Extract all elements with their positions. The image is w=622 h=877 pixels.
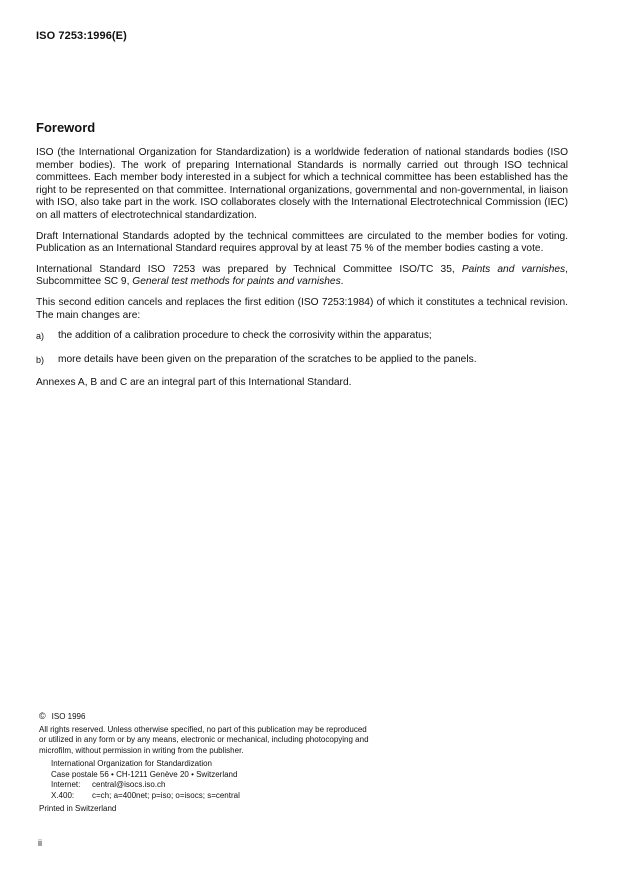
prep-text-1: International Standard ISO 7253 was prepared by Technical Committee ISO/TC 35,	[36, 263, 462, 275]
paragraph-edition: This second edition cancels and replaces the first edition (ISO 7253:1984) of which it constitutes a technical revision. The main changes are:	[36, 296, 568, 321]
paragraph-voting: Draft International Standards adopted by the technical committees are circulated to the member bodies for voting. Publication as an International Standard requires approval by at least 75 % of the member bodies casting a vote.	[36, 230, 568, 255]
list-marker: b)	[36, 354, 45, 365]
list-item-text: more details have been given on the preparation of the scratches to be applied to the panels.	[58, 353, 477, 365]
list-item	[36, 354, 568, 367]
rights-notice	[39, 725, 399, 757]
page-title: Foreword	[36, 120, 96, 135]
committee-name: Paints and varnishes	[461, 263, 566, 275]
paragraph-annexes: Annexes A, B and C are an integral part of this International Standard.	[36, 377, 352, 389]
printed-in: Printed in Switzerland	[39, 803, 117, 813]
x400-row	[51, 791, 399, 802]
list-item	[36, 330, 568, 343]
page-number: ii	[38, 838, 42, 848]
list-marker: a)	[36, 331, 45, 342]
rights-line: All rights reserved. Unless otherwise specified, no part of this publication may be reproduced	[39, 724, 367, 734]
org-name: International Organization for Standardization	[51, 758, 212, 768]
internet-address: central@isocs.iso.ch	[92, 780, 166, 790]
subcommittee-name: General test methods for paints and varnishes	[132, 276, 341, 288]
organization-address	[51, 759, 399, 802]
copyright-icon: ©	[39, 711, 46, 721]
paragraph-iso-description: ISO (the International Organization for Standardization) is a worldwide federation of national standards bodies (ISO member bodies). The work of preparing International Standards is normally carried out through ISO technical committees. Each member body interested in a subject for which a technical committee has been established has the right to be represented on that committee. International organizations, governmental and non-governmental, in liaison with ISO, also take part in the work. ISO collaborates closely with the International Electrotechnical Commission (IEC) on all matters of electrotechnical standardization.	[36, 147, 568, 221]
x400-label: X.400:	[51, 790, 75, 800]
rights-line: or utilized in any form or by any means, electronic or mechanical, including photocopying and	[39, 735, 369, 745]
internet-row	[51, 780, 399, 791]
x400-address: c=ch; a=400net; p=iso; o=isocs; s=central	[92, 790, 240, 800]
copyright-year-text: ISO 1996	[51, 712, 86, 721]
copyright-year	[39, 711, 399, 723]
rights-line: microfilm, without permission in writing from the publisher.	[39, 746, 244, 756]
internet-label: Internet:	[51, 780, 81, 790]
document-id-header: ISO 7253:1996(E)	[36, 30, 127, 42]
prep-text-2: , Subcommittee SC 9,	[36, 263, 568, 288]
paragraph-preparation	[36, 264, 568, 289]
org-postal-address: Case postale 56 • CH-1211 Genève 20 • Switzerland	[51, 769, 238, 779]
copyright-block	[39, 711, 399, 814]
list-item-text: the addition of a calibration procedure to check the corrosivity within the apparatus;	[58, 330, 432, 342]
foreword-body	[36, 147, 568, 398]
prep-text-3: .	[340, 276, 344, 288]
